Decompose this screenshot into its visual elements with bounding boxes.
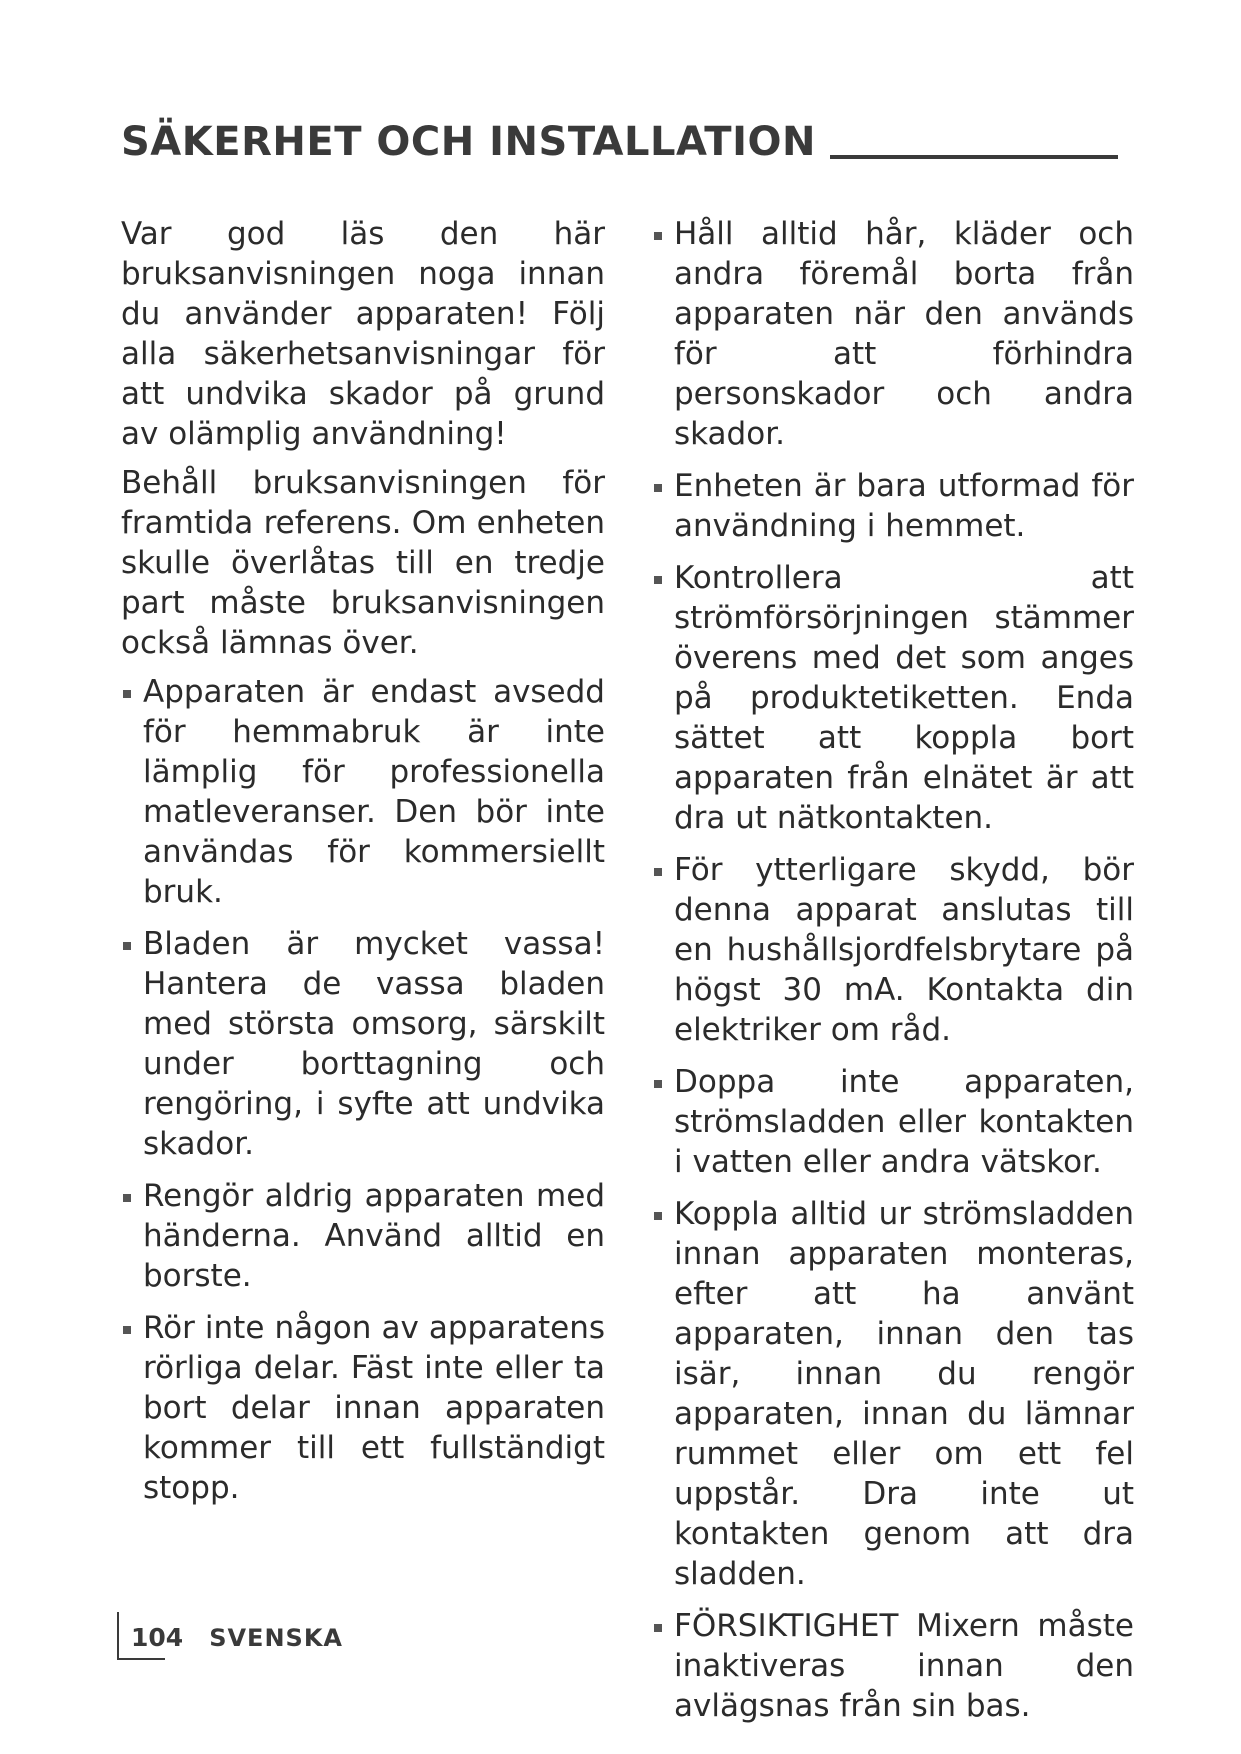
page-header [121, 112, 1118, 166]
list-item: Kontrollera att strömförsörjningen stämmer överens med det som anges på produktetiketten. Enda sättet att koppla bort apparaten från elnätet är att dra ut nätkontakten. [652, 558, 1134, 838]
page-footer [117, 1612, 343, 1660]
intro-paragraph: Behåll bruksanvisningen för framtida referens. Om enheten skulle överlåtas till en tredje part måste bruksanvisningen också lämnas över. [121, 465, 605, 661]
right-column [652, 214, 1134, 1738]
list-item: Apparaten är endast avsedd för hemmabruk är inte lämplig för professionella matleveranser. Den bör inte användas för kommersiellt bruk. [121, 672, 605, 912]
list-item: Rör inte någon av apparatens rörliga delar. Fäst inte eller ta bort delar innan apparaten kommer till ett fullständigt stopp. [121, 1308, 605, 1508]
page-number: 104 [131, 1623, 184, 1652]
list-item: Rengör aldrig apparaten med händerna. Använd alltid en borste. [121, 1176, 605, 1296]
list-item: Håll alltid hår, kläder och andra föremål borta från apparaten när den används för att förhindra personskador och andra skador. [652, 214, 1134, 454]
safety-list-right [652, 214, 1134, 1726]
list-item: För ytterligare skydd, bör denna apparat anslutas till en hushållsjordfelsbrytare på högst 30 mA. Kontakta din elektriker om råd. [652, 850, 1134, 1050]
page-title: SÄKERHET OCH INSTALLATION [121, 119, 816, 165]
safety-list-left [121, 672, 605, 1508]
language-label: SVENSKA [209, 1624, 343, 1652]
list-item: FÖRSIKTIGHET Mixern måste inaktiveras innan den avlägsnas från sin bas. [652, 1606, 1134, 1726]
left-column [121, 214, 605, 1520]
corner-mark [117, 1612, 165, 1660]
list-item: Bladen är mycket vassa! Hantera de vassa bladen med största omsorg, särskilt under borttagning och rengöring, i syfte att undvika skador. [121, 924, 605, 1164]
list-item: Doppa inte apparaten, strömsladden eller kontakten i vatten eller andra vätskor. [652, 1062, 1134, 1182]
list-item: Koppla alltid ur strömsladden innan apparaten monteras, efter att ha använt apparaten, innan den tas isär, innan du rengör apparaten, innan du lämnar rummet eller om ett fel uppstår. Dra inte ut kontakten genom att dra sladden. [652, 1194, 1134, 1594]
intro-paragraph: Var god läs den här bruksanvisningen noga innan du använder apparaten! Följ alla säkerhetsanvisningar för att undvika skador på grund av olämplig användning! [121, 216, 605, 452]
list-item: Enheten är bara utformad för användning i hemmet. [652, 466, 1134, 546]
title-underline [830, 155, 1118, 159]
